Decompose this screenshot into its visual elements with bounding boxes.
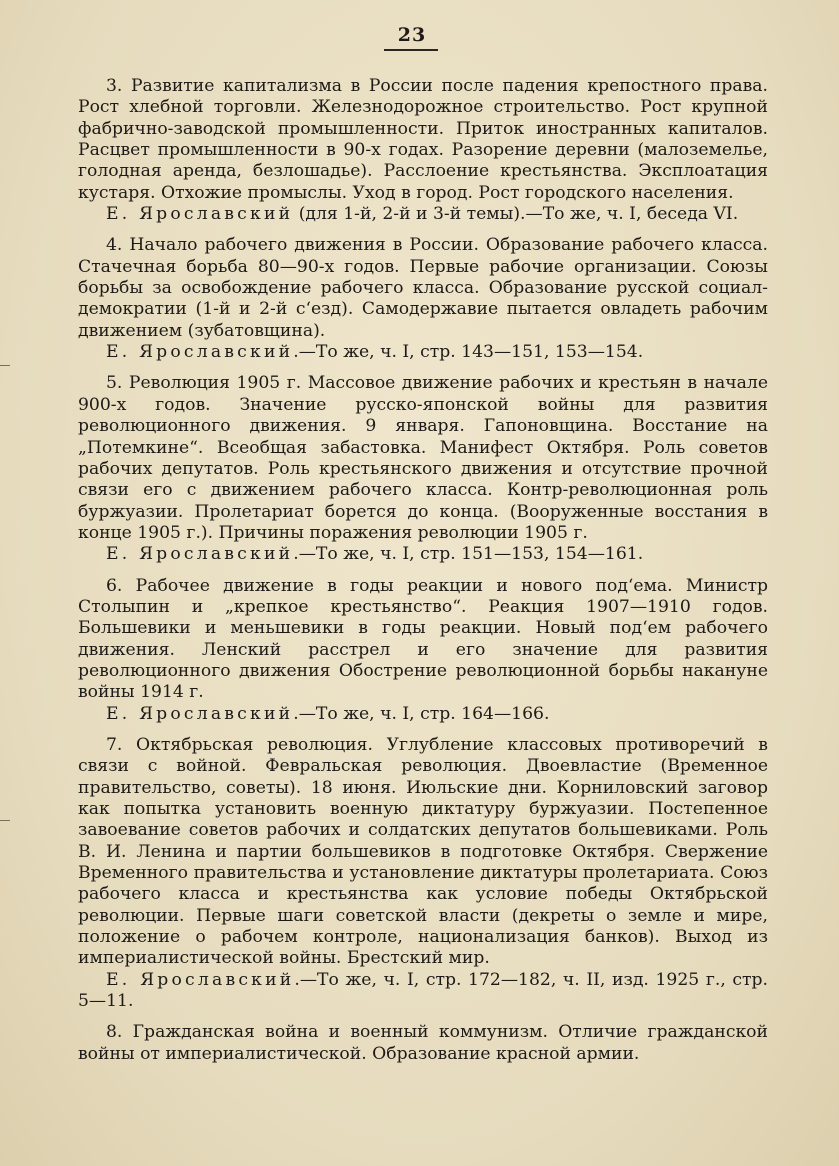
topic-paragraph: 8. Гражданская война и военный коммунизм. Отличие гражданской войны от империалистической. Образование красной армии. [78, 1022, 768, 1064]
topic-paragraph: 3. Развитие капитализма в России после падения крепостного права. Рост хлебной торговли. Железнодорожное строительство. Рост крупной фабрично-заводской промышленности. Приток иностранных капиталов. Расцвет промышленности в 90-х годах. Разорение деревни (малоземелье, голодная аренда, безлошадье). Расслоение крестьянства. Эксплоатация кустаря. Отхожие промыслы. Уход в город. Рост городского населения. [78, 76, 768, 203]
reference-details: .—То же, ч. I, стр. 172—182, ч. II, изд. 1925 г., стр. 5—11. [78, 969, 768, 1012]
reference-line [78, 704, 768, 725]
reference-details: .—То же, ч. I, стр. 151—153, 154—161. [293, 544, 644, 565]
reference-author: Е. Ярославский [106, 969, 295, 990]
reference-line [78, 204, 768, 225]
reference-line [78, 342, 768, 363]
reference-line [78, 970, 768, 1013]
reference-line [78, 544, 768, 565]
reference-author: Е. Ярославский [106, 544, 294, 565]
margin-mark [0, 365, 10, 366]
topic-paragraph: 6. Рабочее движение в годы реакции и нового под‘ема. Министр Столыпин и „крепкое крестьянство“. Реакция 1907—1910 годов. Большевики и меньшевики в годы реакции. Новый под‘ем рабочего движения. Ленский расстрел и его значение для развития революционного движения Обострение революционной борьбы накануне войны 1914 г. [78, 575, 768, 703]
document-body [78, 76, 768, 1065]
page-number-rule [384, 49, 438, 51]
reference-details: (для 1-й, 2-й и 3-й темы).—То же, ч. I, беседа VI. [293, 204, 739, 225]
topic-paragraph: 5. Революция 1905 г. Массовое движение рабочих и крестьян в начале 900-х годов. Значение русско-японской войны для развития революционного движения. 9 января. Гапоновщина. Восстание на „Потемкине“. Всеобщая забастовка. Манифест Октября. Роль советов рабочих депутатов. Роль крестьянского движения и отсутствие прочной связи его с движением рабочего класса. Контр-революционная роль буржуазии. Пролетариат борется до конца. (Вооруженные восстания в конце 1905 г.). Причины поражения революции 1905 г. [78, 373, 768, 543]
reference-author: Е. Ярославский [106, 703, 294, 724]
reference-author: Е. Ярославский [106, 342, 294, 363]
page-number: 23 [397, 24, 427, 46]
topic-paragraph: 4. Начало рабочего движения в России. Образование рабочего класса. Стачечная борьба 80—90-х годов. Первые рабочие организации. Союзы борьбы за освобождение рабочего класса. Образование русской социал-демократии (1-й и 2-й с‘езд). Самодержавие пытается овладеть рабочим движением (зубатовщина). [78, 235, 768, 341]
reference-details: .—То же, ч. I, стр. 143—151, 153—154. [293, 342, 644, 363]
topic-paragraph: 7. Октябрьская революция. Углубление классовых противоречий в связи с войной. Февральская революция. Двоевластие (Временное правительство, советы). 18 июня. Июльские дни. Корниловский заговор как попытка установить военную диктатуру буржуазии. Постепенное завоевание советов рабочих и солдатских депутатов большевиками. Роль В. И. Ленина и партии большевиков в подготовке Октября. Свержение Временного правительства и установление диктатуры пролетариата. Союз рабочего класса и крестьянства как условие победы Октябрьской революции. Первые шаги советской власти (декреты о земле и мире, положение о рабочем контроле, национализация банков). Выход из империалистической войны. Брестский мир. [78, 734, 768, 969]
reference-details: .—То же, ч. I, стр. 164—166. [293, 703, 550, 724]
margin-mark [0, 820, 10, 821]
reference-author: Е. Ярославский [106, 204, 294, 225]
